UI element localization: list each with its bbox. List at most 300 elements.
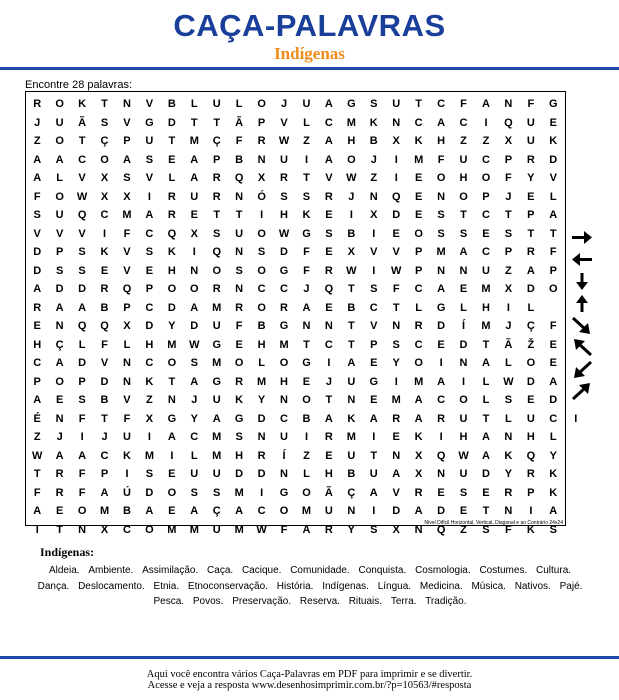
grid-cell: N — [167, 394, 176, 406]
grid-cell: K — [347, 412, 356, 425]
grid-cell: V — [78, 227, 86, 240]
grid-cell: U — [526, 412, 535, 425]
grid-cell: C — [122, 523, 131, 536]
grid-cell: O — [234, 357, 244, 369]
grid-cell: N — [235, 246, 244, 258]
grid-cell: A — [369, 486, 378, 499]
grid-cell: G — [436, 301, 446, 314]
grid-cell: Z — [146, 394, 153, 406]
grid-row — [26, 336, 587, 355]
grid-cell: V — [370, 320, 378, 332]
grid-cell: U — [212, 98, 221, 110]
grid-cell: C — [369, 301, 378, 314]
grid-cell: M — [481, 283, 491, 295]
grid-cell: A — [78, 301, 87, 314]
grid-cell: T — [101, 98, 108, 110]
grid-cell: A — [145, 505, 154, 517]
grid-cell: O — [279, 357, 289, 369]
grid-cell: O — [549, 283, 558, 295]
grid-cell: K — [549, 486, 558, 499]
word-item: Música. — [471, 580, 506, 592]
grid-cell: M — [167, 523, 177, 536]
grid-cell: C — [145, 357, 154, 369]
grid-cell: I — [147, 190, 151, 203]
grid-cell: E — [325, 209, 333, 221]
grid-cell: A — [33, 153, 42, 166]
grid-cell: U — [122, 431, 131, 443]
word-item: Caça. — [207, 565, 234, 576]
grid-cell: M — [234, 523, 244, 536]
grid-cell: F — [101, 338, 108, 351]
grid-cell: S — [325, 227, 333, 240]
grid-cell: A — [481, 357, 490, 369]
grid-cell: A — [190, 375, 199, 388]
grid-cell: J — [348, 190, 355, 203]
grid-cell: S — [145, 246, 154, 258]
grid-cell: V — [123, 394, 131, 406]
grid-cell: B — [167, 98, 176, 110]
grid-cell: U — [459, 153, 468, 166]
grid-cell: L — [235, 98, 243, 110]
grid-cell: I — [394, 153, 398, 166]
grid-cell: Z — [460, 135, 467, 147]
grid-cell: E — [414, 190, 423, 203]
grid-cell: E — [459, 283, 468, 295]
grid-cell: M — [414, 153, 424, 166]
grid-cell: S — [504, 394, 513, 406]
grid-row — [26, 299, 587, 318]
grid-row — [26, 428, 587, 447]
grid-cell: C — [145, 227, 154, 240]
grid-cell: M — [257, 375, 267, 388]
grid-cell: K — [414, 431, 423, 443]
grid-cell: F — [235, 320, 243, 332]
grid-cell: C — [280, 283, 288, 295]
grid-cell: S — [78, 246, 86, 258]
grid-cell: R — [392, 412, 401, 425]
grid-cell: Y — [504, 468, 513, 480]
grid-cell: I — [35, 523, 39, 536]
grid-cell: A — [481, 431, 490, 443]
grid-cell: V — [145, 98, 154, 110]
word-list — [30, 563, 590, 610]
grid-cell: G — [347, 98, 356, 110]
grid-cell: O — [55, 375, 64, 388]
grid-cell: G — [279, 486, 289, 499]
grid-cell: C — [190, 431, 199, 443]
grid-cell: Ã — [78, 116, 87, 129]
word-item: Cultura. — [536, 565, 572, 576]
grid-cell: H — [347, 135, 356, 147]
grid-cell: H — [235, 449, 244, 462]
grid-cell: U — [324, 505, 333, 517]
grid-cell: Ç — [212, 135, 221, 147]
word-item: Tradição. — [425, 596, 467, 607]
grid-cell: O — [212, 264, 221, 277]
grid-cell: E — [414, 172, 423, 184]
grid-cell: O — [55, 135, 64, 147]
grid-cell: F — [123, 227, 131, 240]
grid-cell: A — [324, 153, 333, 166]
grid-cell: S — [482, 523, 490, 536]
grid-cell: F — [460, 98, 467, 110]
grid-cell: A — [302, 301, 311, 314]
grid-cell: R — [504, 486, 513, 499]
grid-cell: T — [505, 209, 512, 221]
word-item: Ambiente. — [88, 565, 134, 576]
grid-cell: S — [370, 523, 378, 536]
grid-cell: J — [280, 98, 288, 110]
arrow-left-icon — [570, 250, 594, 269]
grid-cell: R — [235, 301, 244, 314]
grid-cell: J — [101, 431, 108, 443]
grid-cell: V — [78, 172, 86, 184]
grid-cell: C — [437, 98, 446, 110]
grid-cell: H — [437, 135, 446, 147]
grid-cell: O — [526, 357, 536, 369]
grid-cell: A — [347, 357, 356, 369]
grid-cell: A — [302, 523, 311, 536]
grid-cell: C — [414, 116, 423, 129]
grid-cell: A — [392, 468, 401, 480]
grid-cell: M — [99, 505, 110, 517]
grid-cell: F — [437, 153, 445, 166]
grid-cell: U — [235, 227, 244, 240]
grid-cell: M — [391, 394, 401, 406]
grid-cell: A — [33, 172, 42, 184]
grid-cell: F — [303, 264, 310, 277]
grid-cell: O — [145, 523, 154, 536]
grid-cell: D — [33, 246, 42, 258]
grid-cell: M — [481, 320, 491, 332]
grid-cell: O — [302, 394, 311, 406]
grid-cell: R — [167, 190, 176, 203]
grid-cell: O — [347, 153, 356, 166]
grid-cell: W — [32, 449, 43, 462]
grid-cell: T — [213, 209, 221, 221]
grid-cell: U — [302, 98, 311, 110]
grid-cell: C — [78, 153, 87, 166]
grid-cell: W — [503, 375, 514, 388]
grid-cell: P — [414, 264, 423, 277]
word-item: Cosmologia. — [415, 565, 471, 576]
grid-cell: X — [392, 135, 400, 147]
grid-cell: C — [100, 449, 109, 462]
grid-cell: T — [101, 412, 108, 425]
grid-cell: V — [123, 264, 131, 277]
page-subtitle: Indígenas — [274, 44, 345, 63]
grid-cell: L — [123, 338, 131, 351]
grid-cell: X — [100, 190, 109, 203]
grid-cell: G — [369, 375, 379, 388]
grid-cell: G — [145, 116, 154, 129]
grid-cell: A — [167, 431, 176, 443]
grid-cell: K — [167, 246, 176, 258]
grid-cell: X — [504, 283, 513, 295]
grid-cell: Ã — [324, 486, 333, 499]
grid-cell: T — [303, 338, 310, 351]
footer — [0, 669, 619, 691]
grid-row — [26, 95, 587, 114]
arrow-down-left-icon — [570, 360, 594, 379]
grid-cell: U — [459, 468, 468, 480]
grid-cell: N — [347, 394, 356, 406]
grid-cell: R — [55, 468, 64, 480]
grid-cell: N — [55, 320, 64, 332]
grid-cell: S — [190, 357, 198, 369]
grid-cell: I — [304, 431, 308, 443]
grid-cell: W — [458, 449, 469, 462]
grid-cell: N — [459, 357, 468, 369]
grid-cell: N — [122, 98, 131, 110]
grid-cell: W — [346, 264, 357, 277]
grid-cell: K — [122, 449, 131, 462]
grid-cell: N — [235, 190, 244, 203]
grid-row — [26, 225, 587, 244]
arrow-up-icon — [570, 294, 594, 313]
grid-cell: I — [260, 486, 264, 499]
grid-cell: N — [302, 320, 311, 332]
grid-cell: T — [370, 449, 378, 462]
grid-cell: F — [303, 246, 310, 258]
grid-cell: R — [414, 486, 423, 499]
grid-cell: U — [212, 468, 221, 480]
grid-cell: O — [414, 227, 423, 240]
grid-cell: L — [482, 375, 490, 388]
grid-cell: U — [145, 135, 154, 147]
grid-cell: M — [212, 301, 222, 314]
grid-cell: S — [302, 190, 311, 203]
grid-cell: K — [100, 246, 109, 258]
grid-cell: S — [257, 246, 266, 258]
grid-cell: B — [122, 505, 131, 517]
grid-cell: W — [391, 264, 402, 277]
grid-cell: V — [392, 246, 400, 258]
grid-cell: I — [372, 505, 376, 517]
grid-cell: X — [190, 227, 198, 240]
grid-cell: B — [347, 301, 356, 314]
grid-cell: G — [212, 338, 221, 351]
grid-cell: U — [280, 153, 288, 166]
grid-cell: N — [122, 375, 131, 388]
grid-cell: I — [372, 431, 376, 443]
grid-row — [26, 262, 587, 281]
grid-cell: U — [526, 116, 535, 129]
grid-cell: O — [77, 505, 87, 517]
grid-cell: N — [414, 523, 423, 536]
grid-cell: A — [55, 301, 64, 314]
grid-cell: Y — [347, 523, 356, 536]
grid-cell: U — [190, 190, 199, 203]
grid-cell: V — [280, 116, 288, 129]
arrow-down-icon — [570, 272, 594, 291]
word-item: Preservação. — [232, 596, 292, 607]
grid-cell: E — [392, 431, 400, 443]
grid-cell: J — [370, 153, 377, 166]
grid-cell: V — [392, 486, 400, 499]
grid-cell: E — [55, 505, 64, 517]
grid-letters — [26, 95, 587, 539]
grid-cell: O — [55, 190, 64, 203]
grid-cell: J — [303, 283, 310, 295]
grid-cell: I — [304, 153, 308, 166]
page-title: CAÇA-PALAVRAS — [173, 8, 446, 43]
grid-cell: L — [303, 468, 310, 480]
grid-cell: S — [370, 283, 378, 295]
grid-cell: M — [301, 505, 312, 517]
grid-cell: M — [167, 338, 177, 351]
grid-cell: R — [100, 283, 109, 295]
grid-row — [26, 188, 587, 207]
grid-cell: K — [302, 209, 311, 221]
word-item: Indígenas. — [322, 580, 369, 592]
grid-cell: F — [280, 523, 288, 536]
grid-cell: A — [549, 505, 558, 517]
grid-cell: E — [325, 449, 333, 462]
grid-cell: A — [212, 412, 221, 425]
grid-cell: I — [439, 431, 443, 443]
grid-cell: G — [279, 320, 289, 332]
grid-cell: N — [257, 431, 266, 443]
grid-cell: Y — [168, 320, 176, 332]
grid-cell: O — [436, 172, 446, 184]
grid-cell: P — [527, 209, 535, 221]
grid-cell: R — [280, 301, 288, 314]
grid-cell: K — [526, 523, 535, 536]
grid-cell: R — [33, 301, 42, 314]
grid-cell: G — [302, 227, 311, 240]
grid-cell: C — [481, 246, 490, 258]
grid-cell: E — [55, 394, 64, 406]
grid-cell: U — [347, 375, 356, 388]
grid-cell: H — [459, 431, 468, 443]
grid-cell: W — [256, 523, 267, 536]
grid-row — [26, 132, 587, 151]
grid-cell: D — [78, 283, 87, 295]
grid-cell: P — [100, 468, 109, 480]
grid-cell: M — [144, 449, 154, 462]
grid-row — [26, 151, 587, 170]
grid-cell: M — [122, 209, 132, 221]
grid-cell: Q — [234, 172, 244, 184]
grid-cell: U — [212, 320, 221, 332]
grid-cell: F — [33, 190, 41, 203]
grid-cell: Ç — [526, 320, 535, 332]
grid-cell: T — [392, 301, 400, 314]
grid-cell: O — [100, 153, 109, 166]
grid-cell: A — [190, 505, 199, 517]
grid-cell: E — [437, 338, 445, 351]
grid-cell: T — [325, 394, 333, 406]
grid-cell: K — [504, 449, 513, 462]
grid-cell: F — [505, 172, 512, 184]
grid-cell: C — [414, 283, 423, 295]
grid-cell: E — [370, 357, 378, 369]
grid-cell: A — [145, 209, 154, 221]
grid-cell: T — [347, 338, 355, 351]
grid-cell: P — [123, 301, 131, 314]
grid-cell: P — [549, 264, 557, 277]
grid-cell: A — [526, 264, 535, 277]
grid-cell: S — [145, 468, 154, 480]
grid-cell: D — [280, 246, 288, 258]
grid-cell: N — [122, 357, 131, 369]
grid-cell: C — [481, 209, 490, 221]
grid-cell: O — [414, 357, 423, 369]
grid-cell: A — [481, 98, 490, 110]
grid-cell: Q — [324, 283, 334, 295]
grid-cell: A — [235, 505, 244, 517]
grid-cell: Ó — [257, 190, 266, 203]
grid-cell: O — [190, 283, 199, 295]
word-item: Dança. — [37, 580, 70, 592]
grid-cell: I — [192, 246, 196, 258]
grid-cell: G — [212, 375, 221, 388]
grid-cell: T — [303, 172, 310, 184]
grid-cell: Ç — [55, 338, 64, 351]
grid-cell: S — [280, 190, 288, 203]
grid-cell: R — [414, 320, 423, 332]
grid-cell: J — [34, 116, 41, 129]
grid-cell: C — [324, 116, 333, 129]
grid-cell: N — [504, 431, 513, 443]
grid-cell: X — [414, 449, 423, 462]
grid-cell: D — [167, 116, 176, 129]
grid-cell: U — [526, 135, 535, 147]
grid-cell: N — [324, 320, 333, 332]
grid-cell: D — [481, 468, 490, 480]
grid-cell: Ã — [235, 116, 244, 129]
grid-cell: M — [346, 116, 356, 129]
grid-cell: I — [349, 209, 353, 221]
grid-cell: X — [370, 209, 378, 221]
grid-cell: O — [279, 505, 289, 517]
grid-cell: R — [437, 412, 446, 425]
grid-cell: R — [526, 153, 535, 166]
grid-cell: C — [437, 394, 446, 406]
grid-cell: E — [145, 264, 154, 277]
grid-cell: K — [235, 394, 244, 406]
grid-cell: N — [280, 468, 288, 480]
grid-cell: T — [482, 505, 490, 517]
grid-cell: S — [213, 486, 221, 499]
grid-cell: K — [145, 375, 154, 388]
grid-cell: E — [325, 246, 333, 258]
grid-cell: S — [235, 264, 243, 277]
grid-row — [26, 354, 587, 373]
arrow-down-right-icon — [570, 316, 594, 335]
grid-cell: H — [167, 264, 176, 277]
grid-cell: C — [549, 412, 558, 425]
grid-cell: A — [33, 283, 42, 295]
word-item: Terra. — [390, 596, 417, 607]
grid-cell: Q — [212, 246, 221, 258]
grid-cell: K — [549, 135, 558, 147]
grid-cell: T — [213, 116, 221, 129]
grid-cell: I — [439, 357, 443, 369]
grid-cell: A — [324, 412, 333, 425]
grid-cell: N — [257, 153, 266, 166]
grid-cell: E — [549, 338, 557, 351]
grid-cell: Ã — [504, 338, 513, 351]
grid-cell: U — [459, 412, 468, 425]
grid-cell: F — [123, 412, 131, 425]
grid-cell: Y — [549, 449, 557, 462]
grid-cell: C — [280, 412, 288, 425]
grid-cell: Z — [505, 264, 512, 277]
grid-cell: E — [33, 320, 41, 332]
grid-cell: Z — [460, 523, 467, 536]
